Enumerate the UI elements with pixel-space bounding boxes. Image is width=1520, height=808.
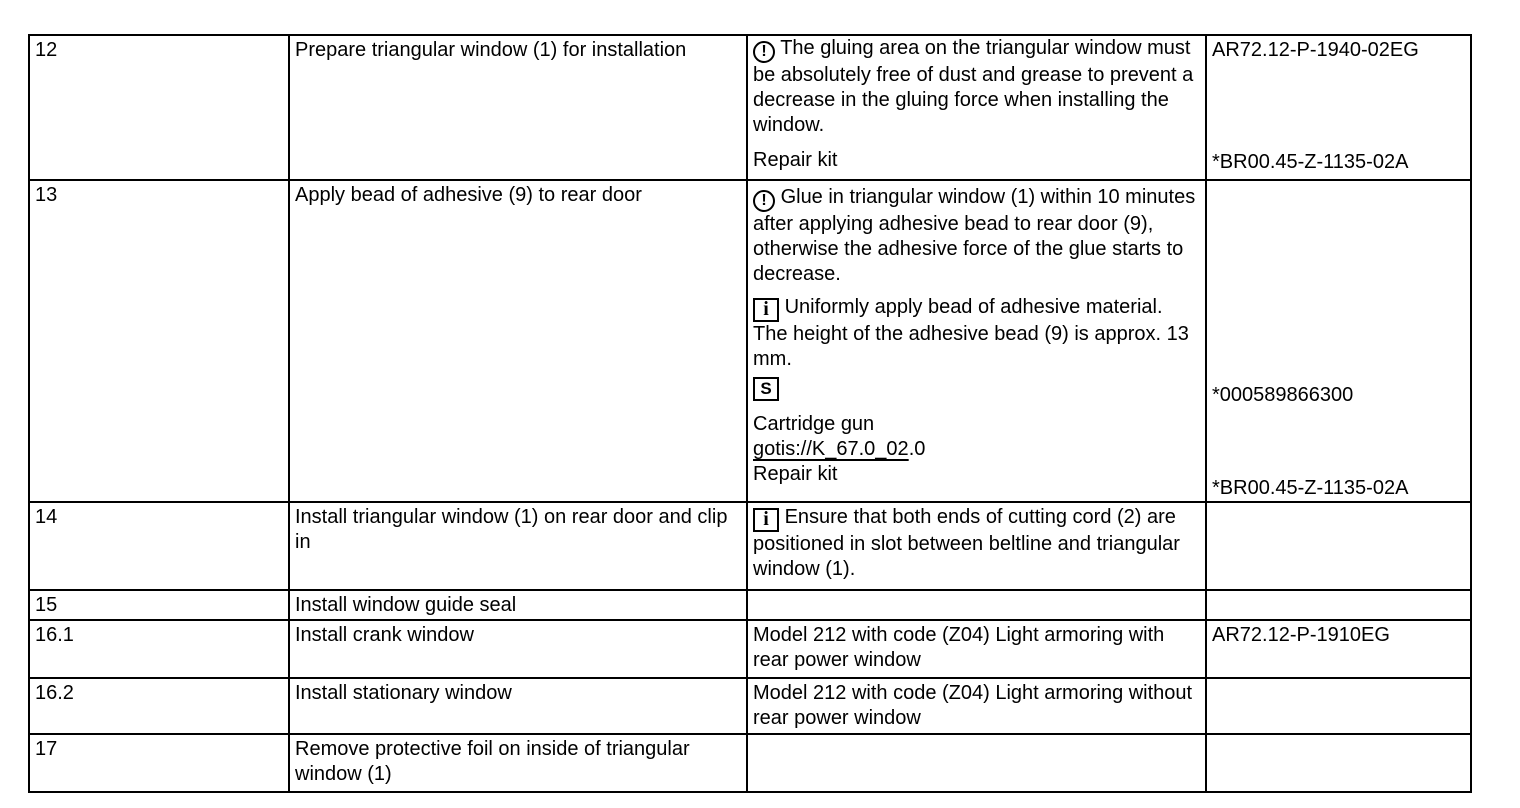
step-refs bbox=[1206, 35, 1471, 180]
step-action: Apply bead of adhesive (9) to rear door bbox=[289, 180, 747, 502]
step-notes bbox=[747, 180, 1206, 502]
table-row bbox=[29, 734, 1471, 792]
step-number: 15 bbox=[29, 590, 289, 620]
table-row bbox=[29, 620, 1471, 678]
step-refs bbox=[1206, 180, 1471, 502]
step-number: 12 bbox=[29, 35, 289, 180]
info-text: Uniformly apply bead of adhesive material. The height of the adhesive bead (9) is approx. 13 mm. bbox=[753, 296, 1189, 370]
step-notes bbox=[747, 35, 1206, 180]
kit-label: Repair kit bbox=[753, 463, 838, 485]
info-icon: i bbox=[753, 508, 779, 532]
step-number: 16.1 bbox=[29, 620, 289, 678]
step-notes: Model 212 with code (Z04) Light armoring with rear power window bbox=[747, 620, 1206, 678]
document-reference[interactable]: AR72.12-P-1910EG bbox=[1206, 620, 1471, 678]
notice-icon: ! bbox=[753, 190, 775, 212]
step-action: Install crank window bbox=[289, 620, 747, 678]
kit-reference[interactable]: *BR00.45-Z-1135-02A bbox=[1212, 151, 1409, 173]
step-refs bbox=[1206, 734, 1471, 792]
notice-text: Glue in triangular window (1) within 10 minutes after applying adhesive bead to rear door (9), otherwise the adhesive force of the glue starts to decrease. bbox=[753, 186, 1196, 285]
document-reference[interactable]: AR72.12-P-1940-02EG bbox=[1212, 39, 1419, 61]
step-number: 14 bbox=[29, 502, 289, 590]
info-icon: i bbox=[753, 298, 779, 322]
step-notes bbox=[747, 734, 1206, 792]
step-action: Install triangular window (1) on rear door and clip in bbox=[289, 502, 747, 590]
notice-text: The gluing area on the triangular window must be absolutely free of dust and grease to prevent a decrease in the gluing force when installing the window. bbox=[753, 37, 1194, 136]
kit-reference[interactable]: *BR00.45-Z-1135-02A bbox=[1212, 477, 1409, 499]
procedure-table bbox=[28, 34, 1472, 793]
step-number: 17 bbox=[29, 734, 289, 792]
step-action: Install stationary window bbox=[289, 678, 747, 734]
table-row bbox=[29, 180, 1471, 502]
table-row bbox=[29, 502, 1471, 590]
step-action: Install window guide seal bbox=[289, 590, 747, 620]
step-notes bbox=[747, 502, 1206, 590]
tool-link[interactable]: gotis://K_67.0_02 bbox=[753, 438, 909, 460]
special-tool-icon: S bbox=[753, 377, 779, 401]
step-refs bbox=[1206, 590, 1471, 620]
step-number: 16.2 bbox=[29, 678, 289, 734]
step-refs bbox=[1206, 678, 1471, 734]
tool-reference[interactable]: *000589866300 bbox=[1212, 384, 1354, 406]
tool-link-line: gotis://K_67.0_02.0 bbox=[753, 438, 926, 460]
table-row bbox=[29, 678, 1471, 734]
step-notes: Model 212 with code (Z04) Light armoring without rear power window bbox=[747, 678, 1206, 734]
notice-icon: ! bbox=[753, 41, 775, 63]
tool-label: Cartridge gun bbox=[753, 413, 875, 435]
step-number: 13 bbox=[29, 180, 289, 502]
step-action: Prepare triangular window (1) for installation bbox=[289, 35, 747, 180]
info-text: Ensure that both ends of cutting cord (2) are positioned in slot between beltline and triangular window (1). bbox=[753, 506, 1180, 580]
table-row bbox=[29, 590, 1471, 620]
kit-label: Repair kit bbox=[753, 149, 838, 171]
step-action: Remove protective foil on inside of triangular window (1) bbox=[289, 734, 747, 792]
step-notes bbox=[747, 590, 1206, 620]
step-refs bbox=[1206, 502, 1471, 590]
table-row bbox=[29, 35, 1471, 180]
